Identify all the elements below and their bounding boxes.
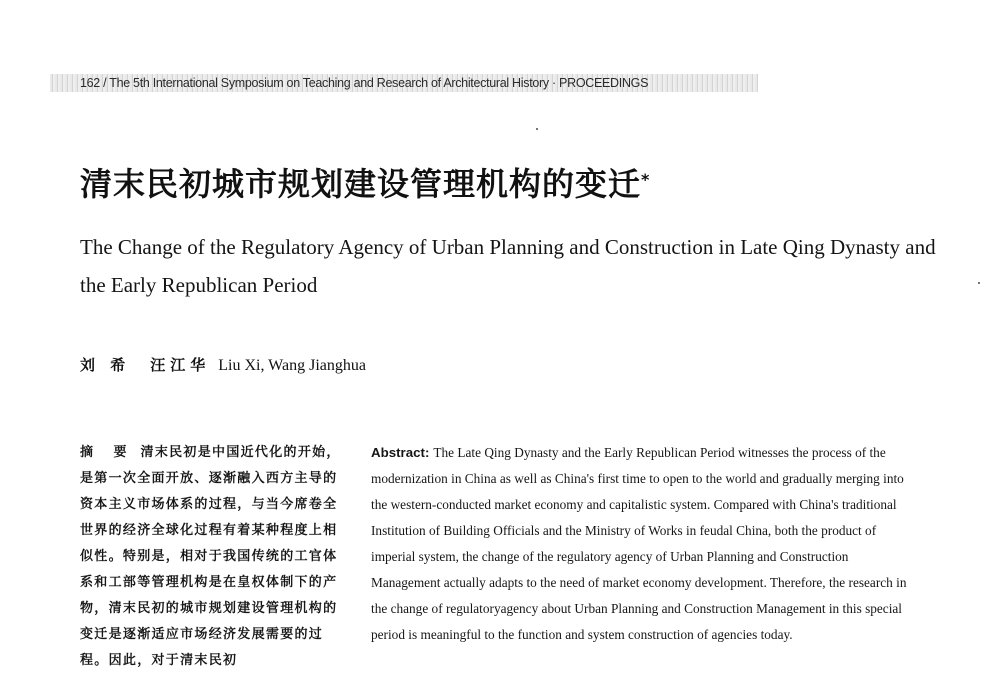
page-title-chinese	[80, 164, 650, 204]
abstract-chinese	[80, 440, 342, 674]
scan-speck	[978, 282, 980, 284]
title-chinese-text: 清末民初城市规划建设管理机构的变迁	[80, 165, 642, 203]
page-title-english: The Change of the Regulatory Agency of Urban Planning and Construction in Late Qing Dynasty and the Early Republican Period	[80, 235, 936, 297]
abstract-chinese-label: 摘 要	[80, 445, 135, 460]
abstract-chinese-text: 清末民初是中国近代化的开始，是第一次全面开放、逐渐融入西方主导的资本主义市场体系的过程，与当今席卷全世界的经济全球化过程有着某种程度上相似性。特别是，相对于我国传统的工官体系和工部等管理机构是在皇权体制下的产物，清末民初的城市规划建设管理机构的变迁是逐渐适应市场经济发展需要的过程。因此，对于清末民初	[80, 445, 341, 668]
authors-line	[80, 353, 366, 378]
abstract-english-text: The Late Qing Dynasty and the Early Republican Period witnesses the process of the modernization in China as well as China's first time to open to the world and gradually merging into the western-conducted market economy and capitalistic system. Compared with China's traditional Institution of Building Officials and the Ministry of Works in feudal China, both the product of imperial system, the change of the regulatory agency of Urban Planning and Construction Management actually adapts to the need of market economy development. Therefore, the research in the change of regulatoryagency about Urban Planning and Construction Management in this special period is meaningful to the function and system construction of agencies today.	[371, 445, 907, 642]
abstract-english	[371, 440, 920, 648]
authors-english: Liu Xi, Wang Jianghua	[218, 357, 366, 374]
scan-speck	[536, 128, 538, 130]
running-head: 162 / The 5th International Symposium on Teaching and Research of Architectural History · PROCEEDINGS	[80, 76, 649, 90]
abstract-english-label: Abstract:	[371, 445, 430, 460]
title-footnote-mark: *	[641, 170, 651, 189]
authors-chinese: 刘 希 汪江华	[80, 356, 211, 374]
